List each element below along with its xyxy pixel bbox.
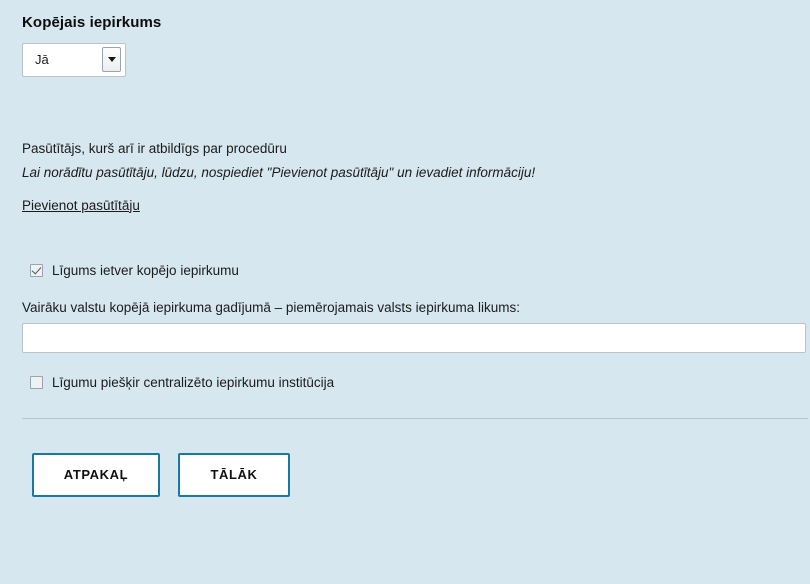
checkbox-row-joint-procurement[interactable] xyxy=(30,263,788,278)
law-field-input[interactable] xyxy=(22,323,806,353)
next-button[interactable]: TĀLĀK xyxy=(178,453,290,497)
authority-instruction-text: Lai norādītu pasūtītāju, lūdzu, nospiediet "Pievienot pasūtītāju" un ievadiet informāciju! xyxy=(22,165,536,181)
page-title: Kopējais iepirkums xyxy=(22,14,162,31)
joint-procurement-checkbox[interactable] xyxy=(30,264,43,277)
joint-procurement-select[interactable] xyxy=(22,43,126,77)
form-actions xyxy=(22,453,788,497)
spacer xyxy=(22,215,788,263)
spacer xyxy=(22,83,788,139)
central-body-checkbox[interactable] xyxy=(30,376,43,389)
checkbox-row-central-body[interactable] xyxy=(30,375,788,390)
authority-intro-text: Pasūtītājs, kurš arī ir atbildīgs par procedūru xyxy=(22,141,287,156)
add-authority-link[interactable]: Pievienot pasūtītāju xyxy=(22,197,140,213)
back-button[interactable]: ATPAKAĻ xyxy=(32,453,160,497)
central-body-checkbox-label: Līgumu piešķir centralizēto iepirkumu institūcija xyxy=(52,374,335,390)
divider xyxy=(22,418,808,419)
joint-procurement-checkbox-label: Līgums ietver kopējo iepirkumu xyxy=(52,262,239,278)
law-field-label: Vairāku valstu kopējā iepirkuma gadījumā – piemērojamais valsts iepirkuma likums: xyxy=(22,299,520,315)
joint-procurement-select-wrapper xyxy=(22,43,126,77)
